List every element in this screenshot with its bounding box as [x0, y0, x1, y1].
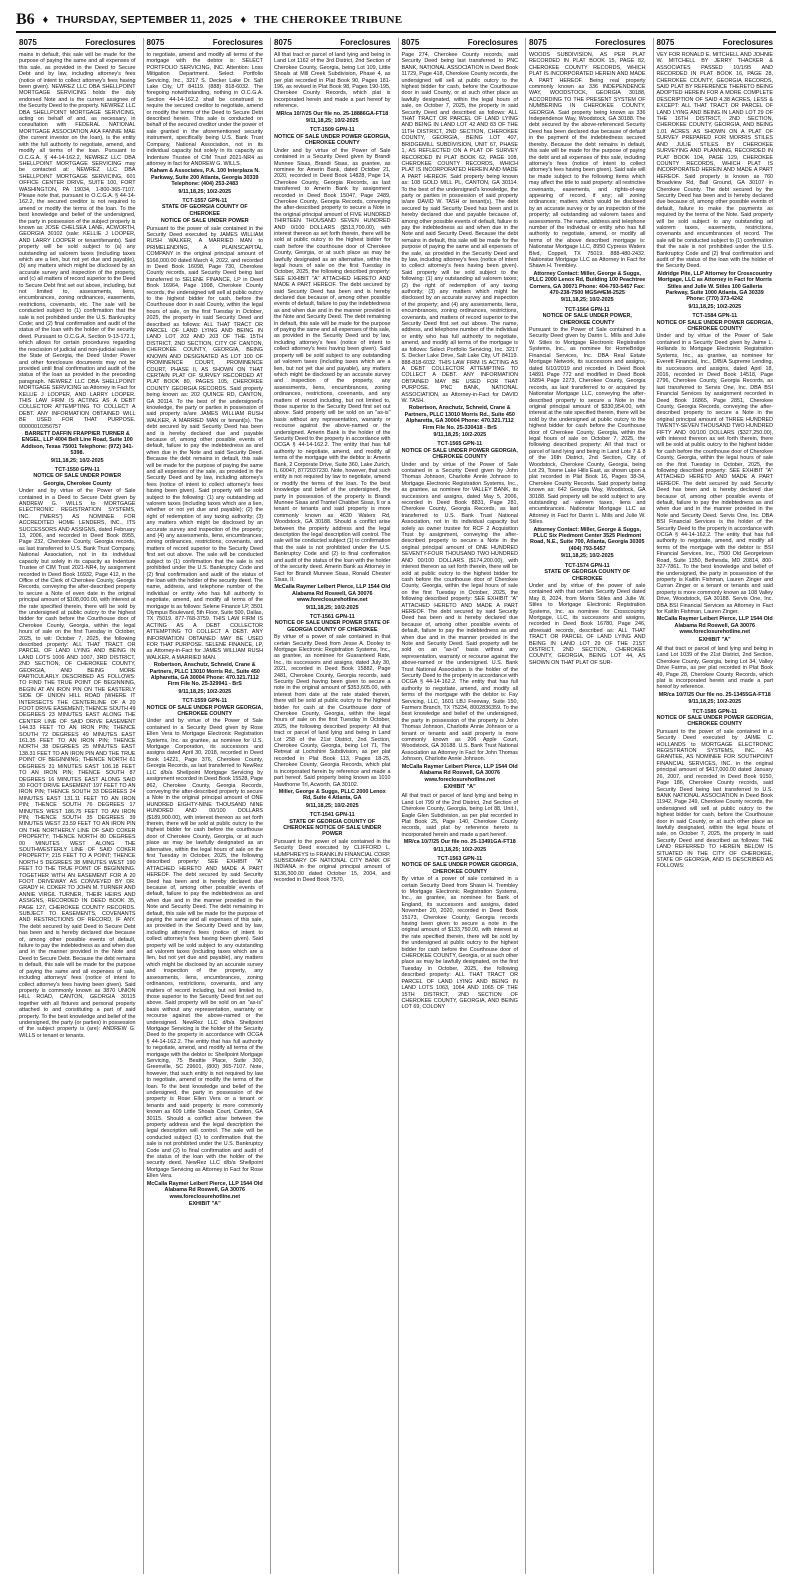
column-header [147, 38, 264, 49]
notice-run-dates: EXHIBIT "A" [698, 636, 731, 643]
classifieds-columns [16, 38, 776, 1574]
classified-column [398, 38, 522, 1574]
category-number: 8075 [19, 38, 37, 47]
newspaper-name: THE CHEROKEE TRIBUNE [254, 14, 403, 26]
legal-notice [657, 646, 774, 706]
notice-heading: NOTICE OF SALE UNDER POWER GEORGIA, CHEROKEE COUNTY [274, 133, 391, 147]
notice-run-dates: 9/11,18,25; 10/2-2025 [560, 297, 614, 304]
notice-body: Pursuant to the power of sale contained in the Security Deed executed by JAMES WILLIAM RUSH WALKER, A MARRIED MAN to PRIMELENDING, A PLAINSCAPITAL COMPANY in the original principal amount of $166,000.00 dated March 4, 2022, and recorded in Deed Book 16098, Page 730, Cherokee County records, said Security Deed being last transferred to SELENE FINANCE, LP in Deed Book 16964, Page 1998, Cherokee County records, the undersigned will sell at public outcry to the highest bidder for cash, before the Courthouse door in said County, within the legal hours of sale, on the first Tuesday in October, 2025, the property in said Security Deed and described as follows: ALL THAT TRACT OR PARCEL OF LAND LYING AND BEING IN LAND LOT 202 AND 203 OF THE 15TH DISTRICT, 2ND SECTION, CITY OF CANTON, CHEROKEE COUNTY, GEORGIA, BEING KNOWN AND DESIGNATED AS LOT 100 OF PROMINENCE COURT, PROMINENCE COURT, PHASE II, AS SHOWN ON THAT CERTAIN PLAT OF SURVEY RECORDED AT PLAT BOOK 80, PAGES 105, CHEROKEE COUNTY GEORGIA RECORDS. Said property being known as: 202 QUINCE RD, CANTON, GA 30114. To the best of the undersigned's knowledge, the party or parties in possession of said property is/are JAMES WILLIAM RUSH WALKER, A MARRIED MAN or tenant(s). The debt secured by said Security Deed has been and is hereby declared due and payable because of, among other possible events of default, failure to pay the indebtedness as and when due in the Note and said Security Deed. Because the debt remains in default, this sale will be made for the purpose of paying the same and all expenses of the sale, as provided in the Security Deed and by law, including attorney's fees (notice of intent to collect attorney's fees having been given). Said property will be sold subject to the following: (1) any outstanding ad valorem taxes (including taxes which are a lien, whether or not yet due and payable); (2) the right of redemption of any taxing authority; (3) any matters which might be disclosed by an accurate survey and inspection of the property; and (4) any assessments, liens, encumbrances, zoning ordinances, restrictions, covenants, and matters of record superior to the Security Deed first set out above. The sale will be conducted subject to (1) confirmation that the sale is not prohibited under the U.S. Bankruptcy Code and (2) final confirmation and audit of the status of the loan with the holder of the security deed. The name, address, and telephone number of the individual or entity who has full authority to negotiate, amend, and modify all terms of the mortgage is as follows: Selene Finance LP, 3501 Olympus Boulevard, 5th Floor, Suite 500, Dallas, TX 75019. 877-768-3759. THIS LAW FIRM IS ACTING AS A DEBT COLLECTOR ATTEMPTING TO COLLECT A DEBT. ANY INFORMATION OBTAINED MAY BE USED FOR THAT PURPOSE. SELENE FINANCE, LP, as Attorney-in-Fact for JAMES WILLIAM RUSH WALKER, A MARRIED MAN. [146, 225, 263, 661]
bullet-icon: ♦ [42, 14, 49, 26]
column-header [402, 38, 519, 49]
notice-body: Under and by virtue of the Power of Sale contained in a Security Deed given by Brandi Munnee Sisas, Brandi Sisas, as grantee, as nominee for Amerin Bank, dated October 21, 2020, recorded in Deed Book 14828, Page 14, Cherokee County, Georgia Records, as last transferred to Amerin Bank by assignment recorded in Deed Book 15047, Page 2489, Cherokee County, Georgia Records, conveying the after-described property to secure a Note in the original principal amount of FIVE HUNDRED THIRTEEN THOUSAND SEVEN HUNDRED AND 0/100 DOLLARS ($513,700.00), with interest thereon as set forth therein, there will be sold at public outcry to the highest bidder for cash before the courthouse door of Cherokee County, Georgia, or at such place as may be lawfully designated as an alternative, within the legal hours of sale on the first Tuesday in October, 2025, the following described property: SEE EXHIBIT "A" ATTACHED HERETO AND MADE A PART HEREOF. The debt secured by said Security Deed has been and is hereby declared due because of, among other possible events of default, failure to pay the indebtedness as and when due and in the manner provided in the Note and Security Deed. The debt remaining in default, this sale will be made for the purpose of paying the same and all expenses of this sale, as provided in the Security Deed and by law, including attorney's fees (notice of intent to collect attorney's fees having been given). Said property will be sold subject to any outstanding ad valorem taxes (including taxes which are a lien, but not yet due and payable), any matters which might be disclosed by an accurate survey and inspection of the property, any assessments, liens, encumbrances, zoning ordinances, restrictions, covenants, and any matters of record including, but not limited to, those superior to the Security Deed first set out above. Said property will be sold on an "as-is" basis without any representation, warranty or recourse against the above-named or the undersigned. Amerin Bank is the holder of the Security Deed to the property in accordance with OCGA § 44-14-162.2. The entity that has full authority to negotiate, amend, and modify all terms of the mortgage with the debtor is: Amerin Bank, 2 Corporate Drive, Suite 360, Lake Zurich, IL 60047, 8772037230. Note, however, that such entity is not required by law to negotiate, amend or modify the terms of the loan. To the best knowledge and belief of the undersigned, the party in possession of the property is Brandi Munnee Sisas and Trantel Chabbet Sisas, II or a tenant or tenants and said property is more commonly known as 4630 Waters Rd, Woodstock, GA 30188. Should a conflict arise between the property address and the legal description the legal description will control. The sale will be conducted subject (1) to confirmation that the sale is not prohibited under the U.S. Bankruptcy Code and (2) to final confirmation and audit of the status of the loan with the holder of the security deed. Amerin Bank as Attorney in Fact for Brandi Munnee Sisas, Ronald Chester Sisas, II. [274, 147, 391, 583]
notice-run-dates: 9/11,18,25; 10/2-2025 [305, 604, 359, 611]
legal-notice [529, 563, 646, 667]
notice-body: to negotiate, amend and modify all terms of the mortgage with the debtor is: SELECT PORTFOLIO SERVICING, INC. Attention: Loss Mitigation Department. Select Portfolio Servicing, Inc., 3217 S. Decker Lake Dr. Salt Lake City, UT 84119. (888) 818-6032. The foregoing notwithstanding, nothing in O.C.G.A. Section 44-14-162.2 shall be construed to require the secured creditor to negotiate, amend or modify the terms of the Deed to Secure Debt described herein. This sale is conducted on behalf of the secured creditor under the power of sale granted in the aforementioned security instrument, specifically being U.S. Bank Trust Company, National Association, not in its individual capacity but solely in its capacity as Indenture Trustee of CIM Trust 2021-NR4 as attorney in fact for ANDREW G. WILLS. [146, 52, 263, 167]
notice-body: Pursuant to the power of sale contained in the Security Deed executed by CLIFFORD L. HUMPHREYS to FRANKLIN FINANCIAL CORP, SUBSIDIARY OF NATIONAL CITY BANK OF INDIANA in the original principal amount of $136,300.00 dated October 15, 2004, and recorded in Deed Book 7570, [274, 838, 391, 884]
notice-reference: TCT-1550 GPN-11 [54, 467, 100, 473]
issue-date: THURSDAY, SEPTEMBER 11, 2025 [56, 14, 233, 26]
legal-notice [657, 709, 774, 870]
notice-run-dates: 9/11,18,25; 10/2-2025 [688, 699, 742, 706]
legal-notice [19, 52, 136, 464]
notice-signature: Aldridge Pite, LLP Attorney for Crosscountry Mortgage, LLC as Attorney in Fact for Morris Stiles and Julie W. Stiles 100 Galleria Parkway, Suite 1000 Atlanta, GA 30339 Phone: (770) 373-4242 [657, 270, 773, 303]
legal-notice [274, 52, 391, 124]
legal-notice [274, 812, 391, 883]
notice-body: Page 274, Cherokee County records, said Security Deed being last transferred to PNC BANK, NATIONAL ASSOCIATION in Deed Book 11729, Page 418, Cherokee County records, the undersigned will sell at public outcry to the highest bidder for cash, before the Courthouse door in said County, or at such other place as lawfully designated, within the legal hours of sale, on October 7, 2025, the property in said Security Deed and described as follows: ALL THAT TRACT OR PARCEL OF LAND LYING AND BEING IN LAND LOT 42 AND 83 OF THE 11TH DISTRICT, 2ND SECTION, CHEROKEE COUNTY, GEORGIA, BEING LOT 407, BRIDGEMILL SUBDIVISION, UNIT 67, PHASE 1, AS REFLECTED ON A PLAT OF SURVEY RECORDED IN PLAT BOOK 62, PAGE 108, CHEROKEE COUNTY RECORDS, WHICH PLAT IS INCORPORATED HEREIN AND MADE A PART HEREOF. Said property being known as: 108 GOLD MILL PL, CANTON, GA 30114. To the best of the undersigned's knowledge, the party or parties in possession of said property is/are DAVID W. TASH or tenant(s). The debt secured by said Security Deed has been and is hereby declared due and payable because of, among other possible events of default, failure to pay the indebtedness as and when due in the Note and said Security Deed. Because the debt remains in default, this sale will be made for the purpose of paying the same and all expenses of the sale, as provided in the Security Deed and by law, including attorney's fees (notice of intent to collect attorney's fees having been given). Said property will be sold subject to the following: (1) any outstanding ad valorem taxes; (2) the right of redemption of any taxing authority; (3) any matters which might be disclosed by an accurate survey and inspection of the property; and (4) any assessments, liens, encumbrances, zoning ordinances, restrictions, covenants, and matters of record superior to the Security Deed first set out above. The name, address, and telephone number of the individual or entity who has full authority to negotiate, amend, and modify all terms of the mortgage is as follows: Select Portfolio Servicing, Inc. 3217 S. Decker Lake Drive, Salt Lake City, UT 84119. 888-818-6032. THIS LAW FIRM IS ACTING AS A DEBT COLLECTOR ATTEMPTING TO COLLECT A DEBT. ANY INFORMATION OBTAINED MAY BE USED FOR THAT PURPOSE. PNC BANK, NATIONAL ASSOCIATION, as Attorney-in-Fact for DAVID W. TASH. [401, 52, 518, 404]
legal-notice [147, 198, 264, 695]
classified-column [525, 38, 649, 1574]
notice-signature: Attorney Contact: Miller, George & Suggs, PLLC 2000 Lenox Rd, Building 100 Peachtree Corners, GA 30071 Phone: 404-793-5457 Fax: 470-238-7500 MGS##EM-2525 [529, 270, 646, 297]
legal-notice [402, 793, 519, 853]
notice-heading: NOTICE OF SALE UNDER POWER GEORGIA, CHEROKEE COUNTY [146, 704, 263, 718]
notice-signature: BARRETT DAFFIN FRAPPIER TURNER & ENGEL, LLP 4004 Belt Line Road, Suite 100 Addison, Texas 75001 Telephone: (972) 341-5398. [21, 430, 134, 457]
notice-run-dates: 9/11,18,25; 10/2-2025 [178, 688, 232, 695]
column-header [274, 38, 391, 49]
category-label: Foreclosures [85, 38, 136, 47]
notice-reference: TCT-1574 GPN-11 [564, 562, 610, 569]
legal-notice [402, 441, 519, 790]
notice-reference: TCT-1585 GPN-11 [692, 708, 738, 715]
notice-run-dates: EXHIBIT "A" [443, 783, 476, 790]
notice-subheading: NOTICE OF SALE UNDER POWER [160, 218, 249, 225]
category-label: Foreclosures [212, 38, 263, 47]
notice-body: Under and by virtue of the Power of Sale contained in a Deed to Secure Debt given by ANDREW G. WILLS to MORTGAGE ELECTRONIC REGISTRATION SYSTEMS, INC. ("MERS") AS NOMINEE FOR ACCREDITED HOME LENDERS, INC., ITS SUCCESSORS AND ASSIGNS, dated February 13, 2006, and recorded in Deed Book 8955, Page 232, Cherokee County, Georgia records, as last transferred to U.S. Bank Trust Company, National Association, not in its individual capacity but solely in its capacity as Indenture Trustee of CIM Trust 2021-NR4, by assignment recorded in Deed Book 16932, Page 412, in the Office of the Clerk of Cherokee County, Georgia Records, conveying the after-described property to secure a Note of even date in the original principal amount of $108,000.00, with interest at the rate specified therein, there will be sold by the undersigned at public outcry to the highest bidder for cash before the Courthouse door of Cherokee County, Georgia, within the legal hours of sale on the first Tuesday in October, 2025, to wit: October 7, 2025, the following described property: ALL THAT TRACT OR PARCEL OF LAND LYING AND BEING IN LAND LOTS 1006 AND 1007, 3RD DISTRICT, 2ND SECTION, OF CHEROKEE COUNTY, GEORGIA, AND BEING MORE PARTICULARLY DESCRIBED AS FOLLOWS: TO FIND THE TRUE POINT OF BEGINNING, BEGIN AT AN IRON PIN ON THE EASTERLY SIDE OF UNION HILL ROAD (WHERE IT INTERSECTS THE CENTERLINE OF A 20 FOOT DRIVE EASEMENT; THENCE SOUTH 49 DEGREES 23 MINUTES EAST ALONG THE CENTER LINE OF SAID DRIVE EASEMENT 144.33 FEET TO AN IRON PIN; THENCE SOUTH 72 DEGREES 49 MINUTES EAST 161.35 FEET TO AN IRON PIN; THENCE NORTH 38 DEGREES 25 MINUTES EAST 138.31 FEET TO AN IRON PIN AND THE TRUE POINT OF BEGINNING; THENCE NORTH 61 DEGREES 31 MINUTES EAST 106.18 FEET TO AN IRON PIN; THENCE SOUTH 87 DEGREES 16 MINUTES EAST ALONG SAID 30 FOOT DRIVE EASEMENT 197 FEET TO AN IRON PIN; THENCE SOUTH 33 DEGREES 24 MINUTES EAST 131.11 FEET TO AN IRON PIN; THENCE SOUTH 76 DEGREES 17 MINUTES WEST 186.75 FEET TO AN IRON PIN; THENCE SOUTH 35 DEGREES 39 MINUTES WEST 23.59 FEET TO AN IRON PIN ON THE NORTHERLY LINE OF SAID COKER PROPERTY; THENCE NORTH 80 DEGREES 00 MINUTES WEST ALONG THE SOUTHWESTERLY LINE OF SAID COKER PROPERTY; 215 FEET TO A POINT; THENCE NORTH 5 DEGREES 38 MINUTES WEST 190 FEET TO THE TRUE POINT OF BEGINNING. TOGETHER WITH AN EASEMENT FOR A 20 FOOT DRIVEWAY AS CONVEYED BY DR. GRADY H. COKER TO JOHN M. TURNER AND ANNIE VIRGIL TURNER, THEIR HEIRS AND ASSIGNS, RECORDED IN DEED BOOK 35, PAGE 127, CHEROKEE COUNTY RECORDS. SUBJECT TO EASEMENTS, COVENANTS AND RESTRICTIONS OF RECORD, IF ANY. The debt secured by said Deed to Secure Debt has been and is hereby declared due because of, among other possible events of default, failure to pay the indebtedness as and when due and in the manner provided in the Note and Deed to Secure Debt. Because the debt remains in default, this sale will be made for the purpose of paying the same and all expenses of sale, including attorneys' fees (notice of intent to collect attorney's fees having been given). Said property is commonly known as 3870 UNION HILL ROAD, CANTON, GEORGIA 30115 together with all fixtures and personal property attached to and constituting a part of said property. To the best knowledge and belief of the undersigned, the party (or parties) in possession of the subject property is (are): ANDREW G. WILLS or tenant or tenants. [19, 488, 136, 1039]
notice-heading: NOTICE OF SALE UNDER POWER GEORGIA, CHEROKEE COUNTY [656, 715, 773, 728]
classified-column [653, 38, 777, 1574]
notice-reference: TCT-1559 GPN-11 [182, 698, 228, 705]
notice-heading: STATE OF GEORGIA COUNTY OF CHEROKEE [544, 569, 631, 582]
notice-signature: McCalla Raymer Leibert Pierce, LLP 1544 Old Alabama Rd Roswell, GA 30076 www.foreclosurehotline.net [274, 584, 391, 604]
notice-signature: McCalla Raymer Leibert Pierce, LLP 1544 Old Alabama Rd Roswell, GA 30076 www.foreclosurehotline.net [656, 616, 773, 636]
notice-subheading: Georgia, Cherokee County [43, 480, 112, 487]
notice-body: All that tract or parcel of land lying and being in Land Lot 799 of the 2nd District, 2nd Section of Cherokee County, Georgia, being Lot 88, Unit I, Eagle Glen Subdivision, as per plat recorded in Plat Book 25, Page 140, Cherokee County records, said plat by reference hereto is incorporated herein and made a part hereof. [401, 793, 518, 838]
notice-heading: NOTICE OF SALE UNDER POWER GEORGIA, CHEROKEE COUNTY [401, 447, 518, 461]
legal-notice [402, 856, 519, 1011]
notice-run-dates: 9/11,18,25; 10/2-2025 [305, 802, 359, 809]
column-header [19, 38, 136, 49]
masthead [16, 10, 776, 30]
notice-heading: NOTICE OF SALE UNDER POWER GEORGIA, CHEROKEE COUNTY [656, 319, 773, 333]
notice-signature: Robertson, Anschutz, Schneid, Crane & Partners, PLLC 13010 Morris Rd., Suite 450 Alpharetta, GA 30004 Phone: 470.321.7112 Firm File No. 25-330418 - BrS [404, 405, 515, 431]
notice-signature: MR/ca 10/7/25 Our file no. 25-13455GA-FT18 [658, 691, 771, 698]
category-label: Foreclosures [340, 38, 391, 47]
legal-notice [529, 307, 646, 560]
legal-notice [657, 52, 774, 310]
notice-signature: McCalla Raymer Leibert Pierce, LLP 1544 Old Alabama Rd Roswell, GA 30076 www.foreclosurehotline.net [401, 763, 518, 783]
legal-notice [19, 467, 136, 1039]
page-number: B6 [16, 11, 35, 28]
notice-reference: TCT-1541 GPN-11 [309, 812, 355, 819]
notice-body: Pursuant to the power of sale contained in a Security Deed executed by JAIME C. HOLLANDS to MORTGAGE ELECTRONIC REGISTRATION SYSTEMS, INC. AS GRANTEE, AS NOMINEE FOR SOUTHPOINT FINANCIAL SERVICES, INC. in the original principal amount of $417,000.00 dated January 26, 2007, and recorded in Deed Book 9150, Page 186, Cherokee County records, said Security Deed being last transferred to U.S. BANK NATIONAL ASSOCIATION in Deed Book 11942, Page 249, Cherokee County records, the undersigned will sell at public outcry to the highest bidder for cash, before the Courthouse door in said County, or at such other place as lawfully designated, within the legal hours of sale, on October 7, 2025, the property in said Security Deed and described as follows: THE LAND REFERRED TO HEREIN BELOW IS SITUATED IN THE CITY OF CHEROKEE, STATE OF GEORGIA, AND IS DESCRIBED AS FOLLOWS: [656, 728, 773, 870]
notice-heading: STATE OF GEORGIA COUNTY OF CHEROKEE NOTICE OF SALE UNDER POWER [283, 818, 382, 838]
notice-body: Under and by virtue of the Power of Sale contained in a Security Deed given by Rose Ellen Vera to Mortgage Electronic Registration Systems, Inc. as grantee, as nominee for U.S. Mortgage Corporation, its successors and assigns dated April 30, 2018, recorded in Deed Book 14221, Page 376, Cherokee County, Georgia Records, as last transferred to NewRez LLC d/b/a Shellpoint Mortgage Servicing by assignment recorded in Deed Book 15528, Page 862, Cherokee County, Georgia Records, conveying the after-described property to secure a Note in the original principal amount of ONE HUNDRED EIGHTY-NINE THOUSAND NINE HUNDRED AND 00/100 DOLLARS ($189,900.00), with interest thereon as set forth therein, there will be sold at public outcry to the highest bidder for cash before the courthouse door of Cherokee County, Georgia, or at such place as may be lawfully designated as an alternative, within the legal hours of sale on the first Tuesday in October, 2025, the following described property: SEE EXHIBIT "A" ATTACHED HERETO AND MADE A PART HEREOF. The debt secured by said Security Deed has been and is hereby declared due because of, among other possible events of default, failure to pay the indebtedness as and when due and in the manner provided in the Note and Security Deed. The debt remaining in default, this sale will be made for the purpose of paying the same and all expenses of this sale, as provided in the Security Deed and by law, including attorney's fees (notice of intent to collect attorney's fees having been given). Said property will be sold subject to any outstanding ad valorem taxes (including taxes which are a lien, but not yet due and payable), any matters which might be disclosed by an accurate survey and inspection of the property, any assessments, liens, encumbrances, zoning ordinances, restrictions, covenants, and any matters of record including, but not limited to, those superior to the Security Deed first set out above. Said property will be sold on an "as-is" basis without any representation, warranty or recourse against the above-named or the undersigned. NewRez LLC d/b/a Shellpoint Mortgage Servicing is the holder of the Security Deed to the property in accordance with OCGA § 44-14-162.2. The entity that has full authority to negotiate, amend, and modify all terms of the mortgage with the debtor is: Shellpoint Mortgage Servicing, 75 Beattie Place, Suite 300, Greenville, SC 29601, (800) 365-7107. Note, however, that such entity is not required by law to negotiate, amend or modify the terms of the loan. To the best knowledge and belief of the undersigned, the party in possession of the property is Rose Ellen Vera or a tenant or tenants and said property is more commonly known as 609 Little Shoals Court, Canton, GA 30115. Should a conflict arise between the property address and the legal description the legal description will control. The sale will be conducted subject (1) to confirmation that the sale is not prohibited under the U.S. Bankruptcy Code and (2) to final confirmation and audit of the status of the loan with the holder of the security deed. NewRez LLC d/b/a Shellpoint Mortgage Servicing as Attorney in Fact for Rose Ellen Vera. [146, 718, 263, 1180]
notice-body: By virtue of a power of sale contained in that certain Security Deed from Jesse A. Dooley to Mortgage Electronic Registration Systems, Inc., as grantee, as nominee for Guaranteed Rate, Inc., its successors and assigns, dated July 30, 2021, recorded in Deed Book 15882, Page 2481, Cherokee County, Georgia records, said Security Deed having been given to secure a note in the original amount of $353,605.00, with interest from date at the rate stated therein, there will be sold at public outcry to the highest bidder for cash at the Courthouse door of Cherokee County, Georgia, within the legal hours of sale on the first Tuesday in October, 2025, the following described property: All that tract or parcel of land lying and being in Land Lot 258 of the 21st District, 2nd Section, Cherokee County, Georgia, being Lot 71, The Retreat at Lochshire Subdivision, as per plat recorded in Plat Book 113, Pages 18-25, Cherokee County, Georgia Records, which plat is incorporated herein by reference and made a part hereof. Said property being known as 1010 Hawthorne Trl, Acworth, GA 30102. [274, 634, 391, 788]
notice-run-dates: 9/11,18,25; 10/2-2025 [50, 457, 104, 464]
category-label: Foreclosures [467, 38, 518, 47]
notice-reference: TCT-1509 GPN-11 [309, 127, 355, 134]
notice-heading: NOTICE OF SALE UNDER POWER STATE OF GEORGIA COUNTY OF CHEROKEE [274, 620, 390, 633]
notice-body: mains in default, this sale will be made for the purpose of paying the same and all expenses of this sale, as provided in the Deed to Secure Debt and by law, including attorney's fees (notice of intent to collect attorney's fees having been given). NEWREZ LLC DBA SHELLPOINT MORTGAGE SERVICING holds the duly endorsed Note and is the current assignee of the Security Deed to the property. NEWREZ LLC DBA SHELLPOINT MORTGAGE SERVICING, acting on behalf of and, as necessary, in consultation with FEDERAL NATIONAL MORTGAGE ASSOCIATION AKA FANNIE MAE (the current investor on the loan), is the entity with the full authority to negotiate, amend, and modify all terms of the loan. Pursuant to O.C.G.A. § 44-14-162.2, NEWREZ LLC DBA SHELLPOINT MORTGAGE SERVICING may be contacted at: NEWREZ LLC DBA SHELLPOINT MORTGAGE SERVICING, 601 OFFICE CENTER DRIVE, SUITE 100, FORT WASHINGTON, PA 19034, 1-800-365-7107. Please note that, pursuant to O.C.G.A. § 44-14-162.2, the secured creditor is not required to amend or modify the terms of the loan. To the best knowledge and belief of the undersigned, the party in possession of the subject property is known as JOSE CHELSEA LANE, ACWORTH, GEORGIA 30102 (sale: KELLIE J LOOPER, AND LARRY LOOPER or tenant/tenants). Said property will be sold subject to (a) any outstanding ad valorem taxes (including taxes which are a lien, but not yet due and payable), (b) any matters which might be disclosed by an accurate survey and inspection of the property, and (c) all matters of record superior to the Deed to Secure Debt first set out above, including, but not limited to, assessments, liens, encumbrances, zoning ordinances, easements, restrictions, covenants, etc. The sale will be conducted subject to (1) confirmation that the sale is not prohibited under the U.S. Bankruptcy Code; and (2) final confirmation and audit of the status of the loan with the holder of the security deed. Pursuant to O.C.G.A. Section 9-13-172.1, which allows for certain procedures regarding the rescission of judicial and non-judicial sales in the State of Georgia, the Deed Under Power and other foreclosure documents may not be provided until final confirmation and audit of the status of the loan as provided in the preceding paragraph. NEWREZ LLC DBA SHELLPOINT MORTGAGE SERVICING as Attorney in Fact for KELLIE J LOOPER, AND LARRY LOOPER. THIS LAW FIRM IS ACTING AS A DEBT COLLECTOR ATTEMPTING TO COLLECT A DEBT. ANY INFORMATION OBTAINED WILL BE USED FOR THAT PURPOSE. 00000010356757 [19, 52, 136, 430]
notice-signature: MR/ca 10/7/25 Our file no. 25-18886GA-FT18 [276, 110, 389, 117]
classified-column [270, 38, 394, 1574]
notice-body: All that tract or parcel of land lying and being in Land Lot 1039 of the 21st District, 2nd Section, Cherokee County, Georgia, being Lot 34, Valley Drive Farms, as per plat recorded in Plat Book 49, Page 28, Cherokee County Records, which plat is incorporated herein and made a part hereof by reference. [656, 645, 773, 691]
notice-run-dates: 9/11,18,25; 10/2-2025 [305, 118, 359, 125]
notice-signature: MR/ca 10/7/25 Our file no. 25-13491GA-FT18 [403, 839, 516, 846]
legal-notice [529, 52, 646, 304]
column-header [657, 38, 774, 49]
notice-heading: STATE OF GEORGIA COUNTY OF CHEROKEE [161, 204, 248, 217]
notice-body: By virtue of a power of sale contained in a certain Security Deed from Shawn H. Trembley to Mortgage Electronic Registration Systems, Inc., as grantee, as nominee for Bank of England, its successors and assigns, dated November 20, 2020, recorded in Deed Book 15173, Cherokee County, Georgia records having been given to secure a note in the original amount of $133,750.00, with interest at the rate specified therein, there will be sold by the undersigned at public outcry to the highest bidder for cash before the Courthouse door of CHEROKEE COUNTY, Georgia, or at such other place as may be lawfully designated, on the first Tuesday in October, 2025, the following described property: ALL THAT TRACT OR PARCEL OF LAND LYING AND BEING IN LAND LOTS 1063, 1064 AND 1065 OF THE 15TH DISTRICT, 2ND SECTION OF CHEROKEE COUNTY, GEORGIA, AND BEING LOT 69, COLONY [401, 876, 518, 1011]
legal-notice [147, 698, 264, 1207]
notice-signature: Attorney Contact: Miller, George & Suggs, PLLC Six Piedmont Center 3525 Piedmont Road, N.E., Suite 700, Atlanta, Georgia 30305 (404) 793-5457 [529, 526, 645, 552]
bullet-icon: ♦ [240, 14, 247, 26]
notice-run-dates: 9/11,18,25; 10/2-2025 [560, 553, 614, 560]
category-number: 8075 [401, 38, 420, 47]
notice-reference: TCT-1584 GPN-11 [692, 313, 738, 320]
notice-signature: McCalla Raymer Leibert Pierce, LLP 1544 Old Alabama Rd Roswell, GA 30076 www.foreclosurehotline.net [146, 1180, 263, 1200]
notice-signature: Robertson, Anschutz, Schneid, Crane & Partners, PLLC 13010 Morris Rd., Suite 450 Alpharetta, GA 30004 Phone: 470.321.7112 Firm File No. 25-329941 - BrS [149, 662, 260, 688]
legal-notice [402, 52, 519, 438]
notice-body: All that tract or parcel of land lying and being in Land Lot 1162 of the 3rd District, 2nd Section of Cherokee County, Georgia, being Lot 109, Little Shoals at Mill Creek Subdivision, Phase 4, as per plat recorded in Plat Book 90, Pages 181-196, as revised in Plat Book 98, Pages 190-195, Cherokee County Records, which plat is incorporated herein and made a part hereof by reference. [274, 52, 391, 110]
masthead-rule [16, 31, 776, 33]
category-number: 8075 [529, 38, 547, 47]
classified-column [143, 38, 267, 1574]
notice-heading: NOTICE OF SALE UNDER POWER, CHEROKEE COUNTY [542, 313, 632, 326]
category-number: 8075 [656, 38, 675, 47]
notice-run-dates: 9/11,18,25; 10/2-2025 [178, 188, 232, 195]
notice-run-dates: 9/11,18,25; 10/2-2025 [433, 846, 487, 853]
legal-notice [147, 52, 264, 195]
notice-run-dates: 9/11,18,25; 10/2-2025 [433, 431, 487, 438]
notice-signature: Kaham & Associates, P.A. 100 Interplaza N. Parkway, Suite 200 Atlanta, Georgia 30339 Telephone: (404) 253-2483 [149, 168, 260, 188]
classified-column [16, 38, 139, 1574]
category-number: 8075 [274, 38, 292, 47]
legal-notice [274, 127, 391, 610]
notice-heading: NOTICE OF SALE UNDER POWER [33, 473, 122, 480]
notice-reference: TCT-1561 GPN-11 [309, 613, 355, 620]
legal-notice [657, 313, 774, 643]
notice-reference: TCT-1564 GPN-11 [564, 306, 610, 313]
column-header [529, 38, 646, 49]
notice-heading: NOTICE OF SALE UNDER POWER GEORGIA, CHEROKEE COUNTY [401, 862, 518, 875]
notice-body: WOODS SUBDIVISION, AS PER PLAT RECORDED IN PLAT BOOK 15, PAGE 82, CHEROKEE COUNTY RECORDS, WHICH PLAT IS INCORPORATED HEREIN AND MADE A PART HEREOF. Being real property commonly known as 336 INDEPENDENCE WAY, WOODSTOCK, GEORGIA 30188, ACCORDING TO THE PRESENT SYSTEM OF NUMBERING IN CHEROKEE COUNTY, GEORGIA. Said property being known as 336 Independence Way, Woodstock, GA 30188. The debt secured by the above-referenced Security Deed has been declared due because of default in the payment of the indebtedness secured thereby. Because the debt remains in default, this sale will be made for the purpose of paying the debt and all expenses of this sale, including attorney's fees (notice of intent to collect attorney's fees having been given). Said sale will be made subject to the following items which may affect the title to said property: all restrictive covenants, easements, and rights-of-way appearing of record, if any; all zoning ordinances; matters which would be disclosed by an accurate survey or by an inspection of the property; all outstanding ad valorem taxes and assessments. The name, address and telephone number of the individual or entity who has full authority to negotiate, amend, or modify all terms of the above described mortgage is: Nationstar Mortgage LLC, 8950 Cypress Waters Blvd, Coppell, TX 75019. 888-480-2432. Nationstar Mortgage LLC as Attorney in Fact for Shawn H. Trembley. [529, 52, 646, 270]
notice-signature: Miller, George & Suggs, PLLC 2000 Lenox Rd, Suite 4 Atlanta, GA [278, 788, 386, 802]
notice-body: Pursuant to the Power of Sale contained in a Security Deed given by Darrin L. Mills and Julie W. Stiles to Mortgage Electronic Registration Systems, Inc., as nominee for HomeBridge Financial Services, Inc. DBA Real Estate Mortgage Network, its successors and assigns, dated 6/10/2019 and recorded in Deed Book 14891 Page 772 and modified in Deed Book 16894 Page 2273, Cherokee County, Georgia records, as last transferred to or acquired by Nationstar Mortgage LLC, conveying the after-described property to secure a Note in the original principal amount of $330,954.00, with interest at the rate specified therein, there will be sold by the undersigned at public outcry to the highest bidder for cash before the Courthouse door of Cherokee County, Georgia, within the legal hours of sale on October 7, 2025, the following described property: All that tract or parcel of land lying and being in Land Lots 7 & 8 of the 16th District, 2nd Section, City of Woodstock, Cherokee County, Georgia, being Lot 29, Towne Lake Hills East, as shown upon a plat recorded in Plat Book 16, Pages 38-34, Cherokee County Records. Said property being known as: 642 Georgia Way, Woodstock, GA 30188. Said property will be sold subject to any outstanding ad valorem taxes, liens and encumbrances. Nationstar Mortgage LLC as Attorney in Fact for Darrin L. Mills and Julie W. Stiles. [529, 327, 646, 526]
notice-reference: TCT-1565 GPN-11 [437, 441, 483, 448]
notice-body: VEY FOR RONALD E. MITCHELL AND JOHNIE W. MITCHELL BY JERRY THACKER & ASSOCIATES PASSED 10/1/95 AND RECORDED IN PLAT BOOK 16, PAGE 28, CHEROKEE COUNTY, GEORGIA RECORDS, SAID PLAT BY REFERENCE THERETO BEING ADOPTED HEREIN FOR A MORE COMPLETE DESCRIPTION OF SAID 4.38 ACRES, LESS & EXCEPT: ALL THAT TRACT OR PARCEL OF LAND LYING AND BEING IN LAND LOT 29 OF THE 16TH DISTRICT, 2ND SECTION, CHEROKEE COUNTY, GEORGIA, AND BEING 1.01 ACRES AS SHOWN ON A PLAT OF SURVEY PREPARED FOR MORRIS STILES AND JULIE STILES BY CHEROKEE SURVEYING AND PLANNING, RECORDED IN PLAT BOOK 104, PAGE 129, CHEROKEE COUNTY RECORDS, WHICH PLAT IS INCORPORATED HEREIN AND MADE A PART HEREOF. Said property is known as 760 Broadview Rd, Ball Ground, GA 30107 in Cherokee County. The debt secured by the Security Deed has been and is hereby declared due because of, among other possible events of default, failure to make the payments as required by the terms of the Note. Said property will be sold subject to any outstanding ad valorem taxes, easements, restrictions, covenants and encumbrances of record. The sale will be conducted subject to (1) confirmation that the sale is not prohibited under the U.S. Bankruptcy Code and (2) final confirmation and audit of the status of the loan with the holder of the Security Deed. [656, 52, 773, 270]
legal-notice [274, 614, 391, 809]
notice-body: Under and by virtue of the Power of Sale contained in a Security Deed given by Jaime L. Hollands to Mortgage Electronic Registration Systems, Inc., as grantee, as nominee for Everett Financial, Inc., D/B/A Supreme Lending, its successors and assigns, dated April 18, 2016, recorded in Deed Book 14518, Page 2796, Cherokee County, Georgia Records, as last transferred to Servis One, Inc. DBA BSI Financial Services by assignment recorded in Deed Book 16865, Page 2851, Cherokee County, Georgia Records, conveying the after-described property to secure a Note in the original principal amount of THREE HUNDRED TWENTY-SEVEN THOUSAND TWO HUNDRED FIFTY AND 00/100 DOLLARS ($327,250.00), with interest thereon as set forth therein, there will be sold at public outcry to the highest bidder for cash before the courthouse door of Cherokee County, Georgia, within the legal hours of sale on the first Tuesday in October, 2025, the following described property: SEE EXHIBIT "A" ATTACHED HERETO AND MADE A PART HEREOF. The debt secured by said Security Deed has been and is hereby declared due because of, among other possible events of default, failure to pay the indebtedness as and when due and in the manner provided in the Note and Security Deed. Servis One, Inc. DBA BSI Financial Services is the holder of the Security Deed to the property in accordance with OCGA § 44-14-162.2. The entity that has full authority to negotiate, amend, and modify all terms of the mortgage with the debtor is: BSI Financial Services, Inc., 7500 Old Georgetown Road, Suite 1350, Bethesda, MD 20814, 800-327-7861. To the best knowledge and belief of the undersigned, the party in possession of the property is Kaitlin Fishman, Lauren Zinger and Curran Zinger or a tenant or tenants and said property is more commonly known as 108 Valley Drive, Woodstock, GA 30188. Servis One, Inc. DBA BSI Financial Services as Attorney in Fact for Kaitlin Fishman, Lauren Zinger. [656, 333, 773, 615]
category-number: 8075 [146, 38, 165, 47]
category-label: Foreclosures [722, 38, 773, 47]
notice-run-dates: EXHIBIT "A" [188, 1200, 221, 1207]
category-label: Foreclosures [595, 38, 646, 47]
notice-run-dates: 9/11,18,25; 10/2-2025 [688, 303, 742, 310]
notice-body: Under and by virtue of the power of sale contained with that certain Security Deed dated May 8, 2024, from Morris Stiles and Julie W. Stiles to Mortgage Electronic Registration Systems, Inc. as nominee for Crosscountry Mortgage, LLC, its successors and assigns, recorded in Deed Book 16780, Page 246, aforesaid records, described as: ALL THAT TRACT OR PARCEL OF LAND LYING AND BEING IN LAND LOT 29 OF THE 21ST DISTRICT, 2ND SECTION, CHEROKEE COUNTY, GEORGIA, BEING LOT 44, AS SHOWN ON THAT PLAT OF SUR- [529, 582, 646, 666]
notice-reference: TCT-1563 GPN-11 [437, 855, 483, 862]
notice-body: Under and by virtue of the Power of Sale contained in a Security Deed given by John Thomas Johnson, Charlotte Annie Johnson to Mortgage Electronic Registration Systems, Inc., as grantee, as nominee for VALLEY BANK, its successors and assigns, dated May 5, 2006, recorded in Deed Book 8831, Page 281, Cherokee County, Georgia Records, as last transferred to U.S. Bank Trust National Association, not in its individual capacity but solely as owner trustee for RCF 2 Acquisition Trust by assignment, conveying the after-described property to secure a Note in the original principal amount of ONE HUNDRED SEVENTY-FOUR THOUSAND TWO HUNDRED AND 00/100 DOLLARS ($174,200.00), with interest thereon as set forth therein, there will be sold at public outcry to the highest bidder for cash before the courthouse door of Cherokee County, Georgia, within the legal hours of sale on the first Tuesday in October, 2025, the following described property: SEE EXHIBIT "A" ATTACHED HERETO AND MADE A PART HEREOF. The debt secured by said Security Deed has been and is hereby declared due because of, among other possible events of default, failure to pay the indebtedness as and when due and in the manner provided in the Note and Security Deed. Said property will be sold on an "as-is" basis without any representation, warranty or recourse against the above-named or the undersigned. U.S. Bank Trust National Association is the holder of the Security Deed to the property in accordance with OCGA § 44-14-162.2. The entity that has full authority to negotiate, amend, and modify all terms of the mortgage with the debtor is: Fay Servicing, LLC, 1601 LBJ Freeway, Suite 150, Farmers Branch, TX 75234, 8002836359. To the best knowledge and belief of the undersigned, the party in possession of the property is John Thomas Johnson, Charlotte Annie Johnson or a tenant or tenants and said property is more commonly known as 206 Apple Court, Woodstock, GA 30188. U.S. Bank Trust National Association as Attorney in Fact for John Thomas Johnson, Charlotte Annie Johnson. [401, 461, 518, 763]
notice-reference: TCT-1557 GPN-11 [182, 197, 228, 204]
